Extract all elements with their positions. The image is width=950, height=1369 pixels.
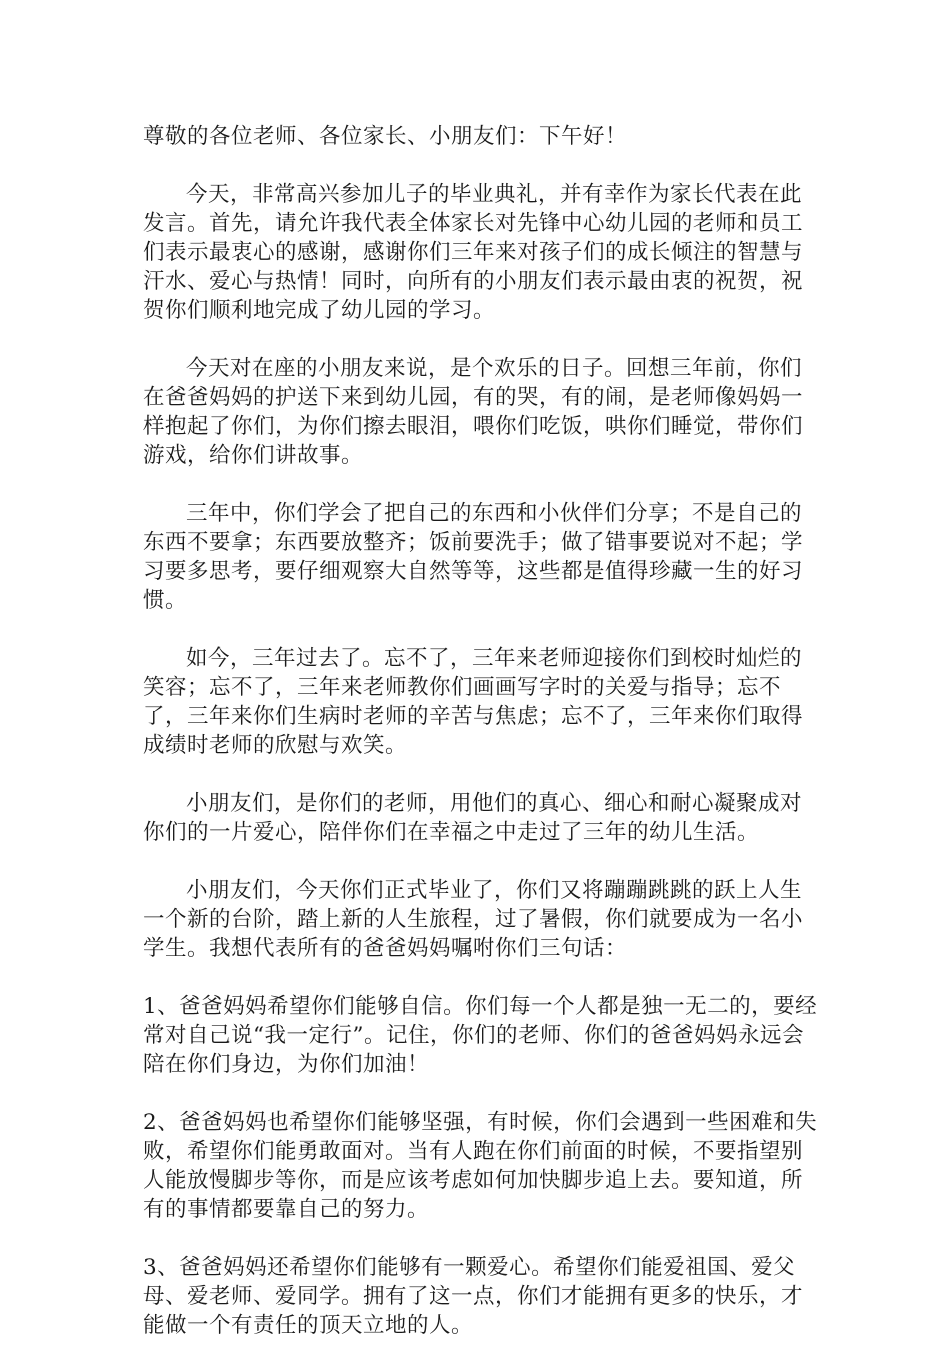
speech-body [143,122,823,1369]
paragraph-memories: 今天对在座的小朋友来说，是个欢乐的日子。回想三年前，你们在爸爸妈妈的护送下来到幼儿园，有的哭，有的闹，是老师像妈妈一样抱起了你们，为你们擦去眼泪，喂你们吃饭，哄你们睡觉，带你们游戏，给你们讲故事。 [143,356,804,468]
paragraph-unforgettable: 如今，三年过去了。忘不了，三年来老师迎接你们到校时灿烂的笑容；忘不了，三年来老师教你们画画写字时的关爱与指导；忘不了，三年来你们生病时老师的辛苦与焦虑；忘不了，三年来你们取得成绩时老师的欣慰与欢笑。 [143,646,804,758]
wish-item-strength: 2、爸爸妈妈也希望你们能够坚强，有时候，你们会遇到一些困难和失败，希望你们能勇敢面对。当有人跑在你们前面的时候，不要指望别人能放慢脚步等你，而是应该考虑如何加快脚步追上去。要知道，所有的事情都要靠自己的努力。 [143,1110,818,1222]
greeting-line: 尊敬的各位老师、各位家长、小朋友们：下午好！ [143,124,628,149]
wish-item-kindness: 3、爸爸妈妈还希望你们能够有一颗爱心。希望你们能爱祖国、爱父母、爱老师、爱同学。拥有了这一点，你们才能拥有更多的快乐，才能做一个有责任的顶天立地的人。 [143,1255,804,1338]
paragraph-graduation: 小朋友们，今天你们正式毕业了，你们又将蹦蹦跳跳的跃上人生一个新的台阶，踏上新的人生旅程，过了暑假，你们就要成为一名小学生。我想代表所有的爸爸妈妈嘱咐你们三句话： [143,878,804,961]
paragraph-habits: 三年中，你们学会了把自己的东西和小伙伴们分享；不是自己的东西不要拿；东西要放整齐；饭前要洗手；做了错事要说对不起；学习要多思考，要仔细观察大自然等等，这些都是值得珍藏一生的好习惯。 [143,501,804,613]
paragraph-opening: 今天，非常高兴参加儿子的毕业典礼，并有幸作为家长代表在此发言。首先，请允许我代表全体家长对先锋中心幼儿园的老师和员工们表示最衷心的感谢，感谢你们三年来对孩子们的成长倾注的智慧与汗水、爱心与热情！同时，向所有的小朋友们表示最由衷的祝贺，祝贺你们顺利地完成了幼儿园的学习。 [143,182,804,323]
wish-item-confidence: 1、爸爸妈妈希望你们能够自信。你们每一个人都是独一无二的，要经常对自己说“我一定行”。记住，你们的老师、你们的爸爸妈妈永远会陪在你们身边，为你们加油！ [143,994,818,1077]
paragraph-teachers: 小朋友们，是你们的老师，用他们的真心、细心和耐心凝聚成对你们的一片爱心，陪伴你们在幸福之中走过了三年的幼儿生活。 [143,791,803,845]
